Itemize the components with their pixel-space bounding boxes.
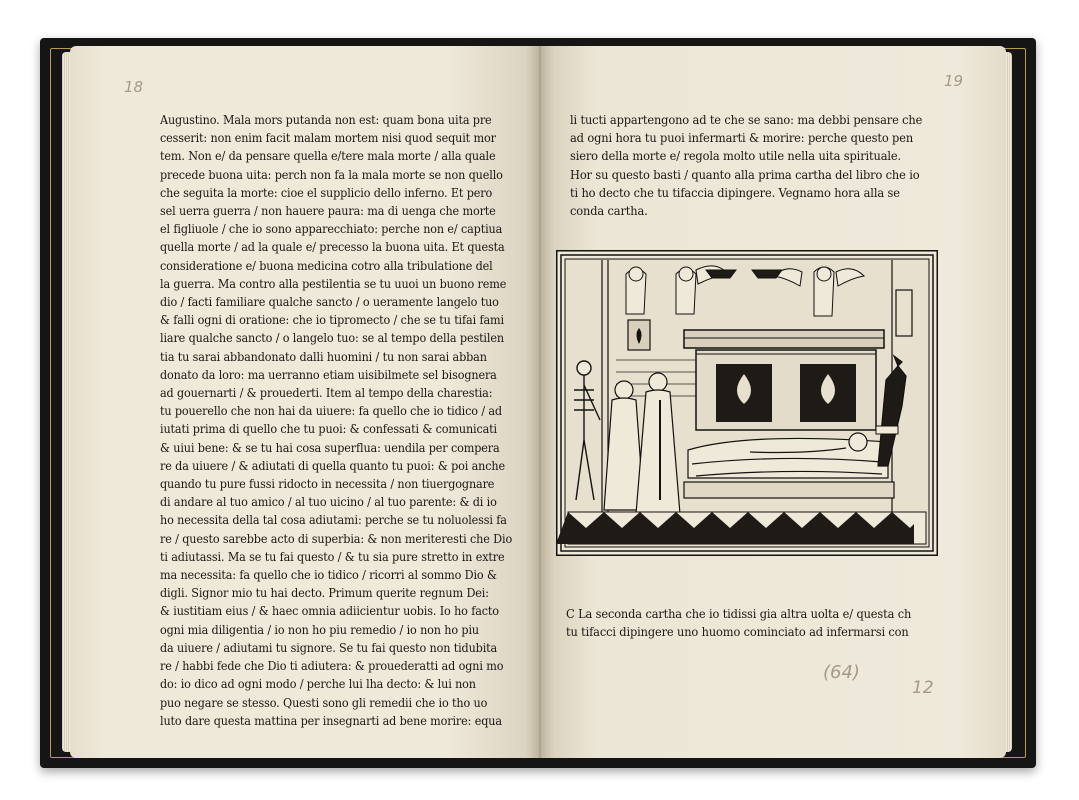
left-page-text-line: re / questo sarebbe acto di superbia: & non meriteresti che Dio [160,530,513,546]
caption-text-line: C La seconda cartha che io tidissi gia altra uolta e/ questa ch [566,606,912,621]
right-page-text-line: conda cartha. [570,203,648,219]
left-page-text [160,111,549,730]
right-page-text-line: ad ogni hora tu puoi infermarti & morire: perche questo pen [570,130,914,146]
left-page-text-line: consideratione e/ buona medicina cotro alla tribulatione del [160,257,493,273]
left-page-text-line: da uiuere / adiutami tu signore. Se tu fai questo non tidubita [160,639,498,655]
left-page-text-line: tem. Non e/ da pensare quella e/tere mala morte / alla quale [160,148,496,164]
right-page-text-line: li tucti appartengono ad te che se sano: ma debbi pensare che [570,112,923,127]
left-page-text-line: quando tu pure fussi ridocto in necessita / non tiuergognare [160,476,495,492]
caption-text-line: tu tifacci dipingere uno huomo cominciato ad infermarsi con [566,624,909,640]
left-page-text-line: precede buona uita: perch non fa la mala morte se non quello [160,166,503,182]
left-page-text-line: re / habbi fede che Dio ti adiutera: & prouederatti ad ogni mo [160,658,504,674]
left-page-text-line: re da uiuere / & adiutati di quella quanto tu puoi: & poi anche [160,457,506,473]
left-page-text-line: la guerra. Ma contro alla pestilentia se tu uuoi un buono reme [160,275,507,291]
right-page-pencil-mark-1: (64) [823,662,860,683]
right-page-pencil-mark-2: 12 [912,678,934,698]
left-page-text-line: dio / facti familiare qualche sancto / o ueramente langelo tuo [160,294,499,310]
left-page-text-line: & falli ogni di oratione: che io tipromecto / che se tu tifai fami [160,312,504,328]
left-page-text-line: che seguita la morte: cioe el supplicio dello inferno. Et pero [160,184,493,200]
left-page-text-line: ogni mia diligentia / io non ho piu remedio / io non ho piu [160,621,480,637]
left-page-text-line: iutati prima di quello che tu puoi: & confessati & comunicati [160,421,498,437]
left-page-text-line: Augustino. Mala mors putanda non est: quam bona uita pre [160,112,492,127]
left-page-text-line: quella morte / ad la quale e/ precesso la buona uita. Et questa [160,239,505,255]
right-page-text-line: siero della morte e/ regola molto utile nella uita spirituale. [570,148,901,164]
left-page-text-line: ho necessita della tal cosa adiutami: perche se tu noluolessi fa [160,512,507,528]
left-page-text-line: el figliuole / che io sono apparecchiato: perche non e/ captiua [160,221,503,237]
woodcut-caption-text [566,605,941,641]
right-page-text-line: ti ho decto che tu tifaccia dipingere. Vegnamo hora alla se [570,184,900,200]
left-page-text-line: puo negare se stesso. Questi sono gli remedii che io tho uo [160,694,488,710]
left-page-text-line: tia tu sarai abbandonato dalli huomini / tu non sarai abban [160,348,487,364]
right-page-text [570,111,952,220]
left-page-pencil-number: 18 [124,78,144,96]
right-page-pencil-number: 19 [944,72,964,90]
left-page-text-line: luto dare questa mattina per insegnarti ad bene morire: equa [160,712,502,728]
left-page-text-line: do: io dico ad ogni modo / perche lui lha decto: & lui non [160,676,476,692]
left-page-text-line: & iustitiam eius / & haec omnia adiicientur uobis. Io ho facto [160,603,499,619]
left-page-text-line: cesserit: non enim facit malam mortem nisi quod sequit mor [160,130,496,146]
left-page-text-line: di andare al tuo amico / al tuo uicino / al tuo parente: & di io [160,494,497,510]
left-page-text-line: liare qualche sancto / o langelo tuo: se al tempo della pestilen [160,330,504,346]
left-page-text-line: ma necessita: fa quello che io tidico / ricorri al sommo Dio & [160,567,497,583]
deathbed-woodcut-illustration [556,250,938,556]
left-page-text-line: sel uerra guerra / non hauere paura: ma di uenga che morte [160,203,496,219]
left-page-text-line: tu pouerello che non hai da uiuere: fa quello che io tidico / ad [160,403,502,419]
left-page-text-line: ad gouernarti / & prouederti. Item al tempo della charestia: [160,385,493,401]
left-page-text-line: ti adiutassi. Ma se tu fai questo / & tu sia pure stretto in extre [160,548,505,564]
right-page-text-line: Hor su questo basti / quanto alla prima cartha del libro che io [570,166,920,182]
left-page-text-line: & uiui bene: & se tu hai cosa superflua: uendila per compera [160,439,500,455]
left-page-text-line: digli. Signor mio tu hai decto. Primum querite regnum Dei: [160,585,489,601]
checkered-floor [556,512,926,544]
left-page-text-line: donato da loro: ma uerranno etiam uisibilmete sel bisognera [160,366,497,382]
